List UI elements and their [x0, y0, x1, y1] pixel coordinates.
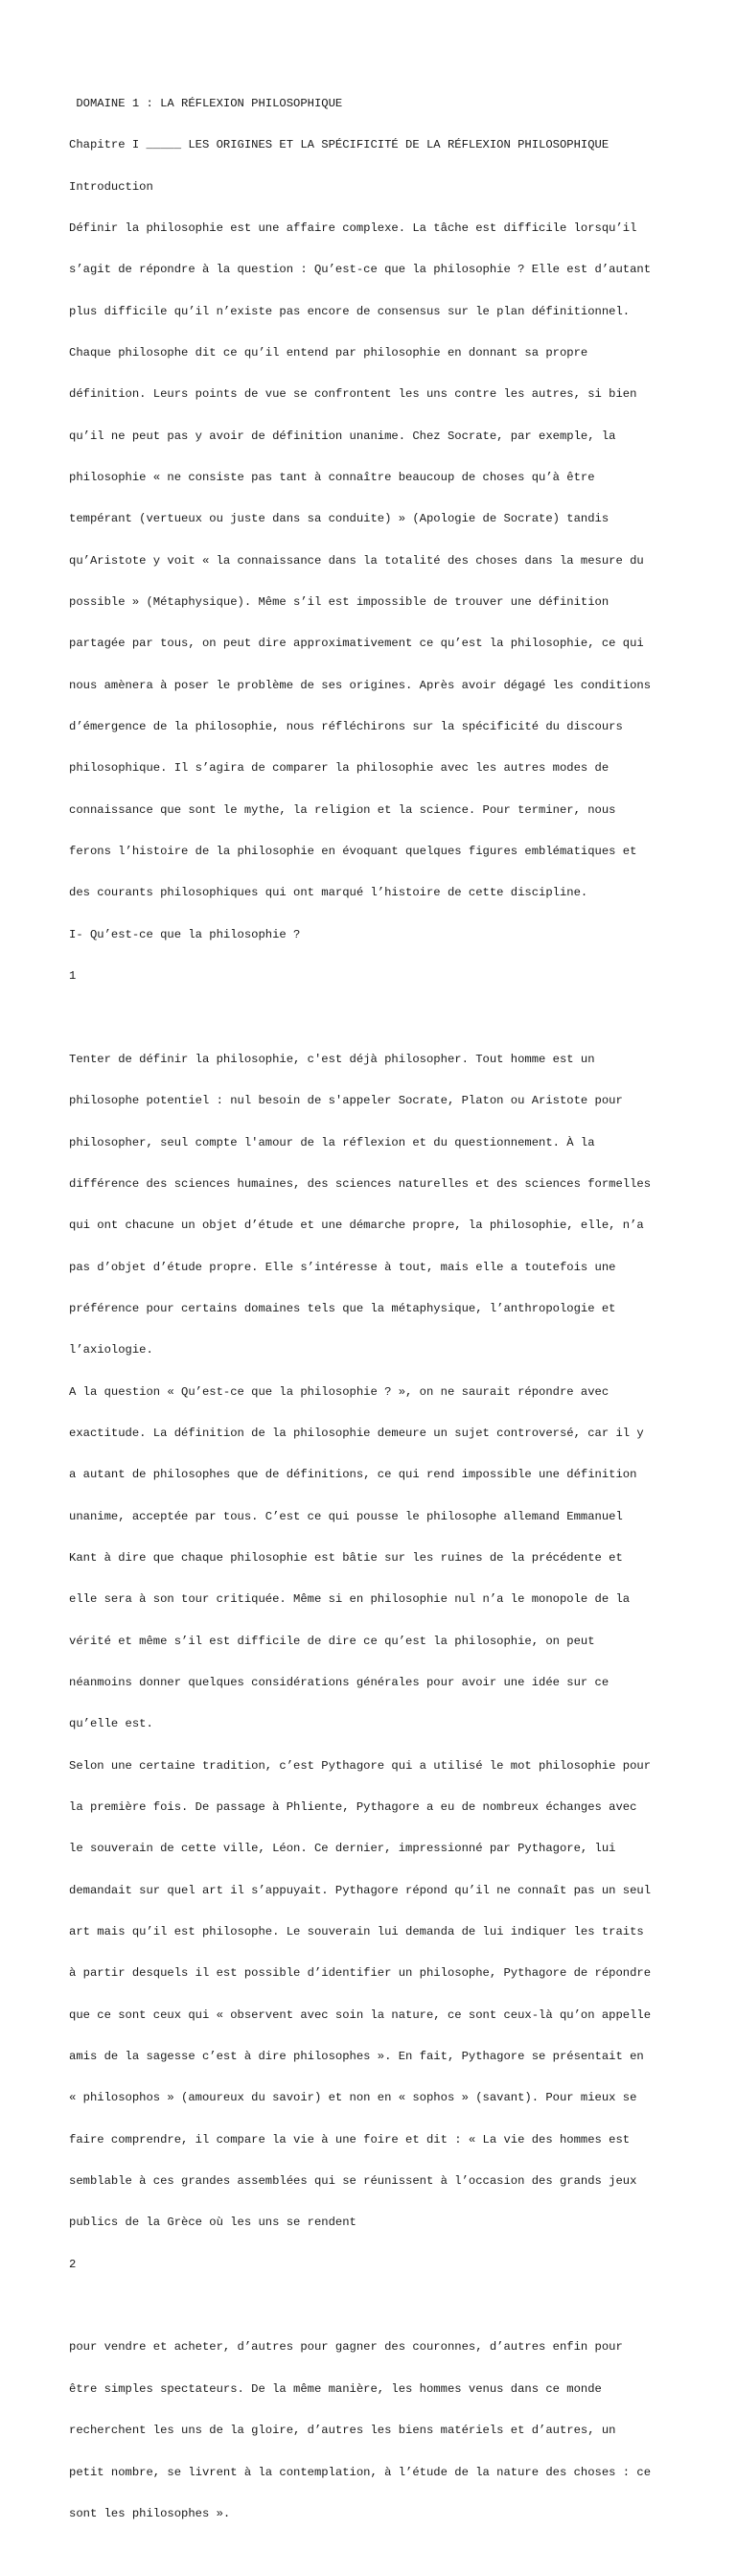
text-line: unanime, acceptée par tous. C’est ce qui pousse le philosophe allemand Emmanuel — [69, 1509, 623, 1523]
text-line: la première fois. De passage à Phliente, Pythagore a eu de nombreux échanges avec — [69, 1800, 637, 1814]
text-line: art mais qu’il est philosophe. Le souverain lui demanda de lui indiquer les traits — [69, 1925, 644, 1939]
blank-line: pour vendre et acheter, d’autres pour gagner des couronnes, d’autres enfin pour — [69, 2340, 623, 2355]
text-line: semblable à ces grandes assemblées qui se réunissent à l’occasion des grands jeux — [69, 2174, 637, 2189]
text-line: qui ont chacune un objet d’étude et une démarche propre, la philosophie, elle, n’a — [69, 1218, 644, 1233]
text-line: néanmoins donner quelques considérations générales pour avoir une idée sur ce — [69, 1675, 610, 1689]
page-number — [69, 2299, 682, 2312]
text-line: « philosophos » (amoureux du savoir) et non en « sophos » (savant). Pour mieux se — [69, 2091, 637, 2105]
blank-line — [69, 1010, 682, 1024]
text-line: qu’elle est. — [69, 1717, 153, 1731]
text-line: A la question « Qu’est-ce que la philosophie ? », on ne saurait répondre avec — [69, 1384, 610, 1399]
text-line: philosophique. Il s’agira de comparer la philosophie avec les autres modes de — [69, 761, 610, 776]
text-line: pas d’objet d’étude propre. Elle s’intéresse à tout, mais elle a toutefois une — [69, 1260, 616, 1274]
text-line: nous amènera à poser le problème de ses origines. Après avoir dégagé les conditions — [69, 678, 652, 692]
text-line: Selon une certaine tradition, c’est Pythagore qui a utilisé le mot philosophie pour — [69, 1758, 652, 1773]
text-line: partagée par tous, on peut dire approximativement ce qu’est la philosophie, ce qui — [69, 637, 644, 651]
text-line: l’axiologie. — [69, 1343, 153, 1358]
text-line: que ce sont ceux qui « observent avec soin la nature, ce sont ceux-là qu’on appelle — [69, 2007, 652, 2022]
text-line: préférence pour certains domaines tels que la métaphysique, l’anthropologie et — [69, 1301, 616, 1315]
text-line: philosophe potentiel : nul besoin de s'appeler Socrate, Platon ou Aristote pour — [69, 1094, 623, 1108]
text-line: des courants philosophiques qui ont marqué l’histoire de cette discipline. — [69, 886, 588, 900]
text-line: le souverain de cette ville, Léon. Ce dernier, impressionné par Pythagore, lui — [69, 1842, 616, 1856]
text-line: ferons l’histoire de la philosophie en évoquant quelques figures emblématiques et — [69, 845, 637, 859]
text-line: qu’il ne peut pas y avoir de définition unanime. Chez Socrate, par exemple, la — [69, 429, 616, 443]
text-line: demandait sur quel art il s’appuyait. Pythagore répond qu’il ne connaît pas un seul — [69, 1883, 652, 1897]
text-line: amis de la sagesse c’est à dire philosophes ». En fait, Pythagore se présentait en — [69, 2050, 644, 2064]
text-line: être simples spectateurs. De la même manière, les hommes venus dans ce monde — [69, 2381, 602, 2396]
text-line: d’émergence de la philosophie, nous réfléchirons sur la spécificité du discours — [69, 720, 623, 734]
text-line: philosophie « ne consiste pas tant à connaître beaucoup de choses qu’à être — [69, 471, 595, 484]
chapter-heading: Chapitre I _____ LES ORIGINES ET LA SPÉCIFICITÉ DE LA RÉFLEXION PHILOSOPHIQUE — [69, 138, 610, 152]
text-line: petit nombre, se livrent à la contemplation, à l’étude de la nature des choses : ce — [69, 2465, 652, 2479]
text-line: différence des sciences humaines, des sciences naturelles et des sciences formelles — [69, 1176, 652, 1191]
text-line: a autant de philosophes que de définitions, ce qui rend impossible une définition — [69, 1468, 637, 1482]
text-line: plus difficile qu’il n’existe pas encore de consensus sur le plan définitionnel. — [69, 304, 631, 318]
text-line: elle sera à son tour critiquée. Même si en philosophie nul n’a le monopole de la — [69, 1592, 631, 1607]
text-line: exactitude. La définition de la philosophie demeure un sujet controversé, car il y — [69, 1426, 644, 1440]
text-line: faire comprendre, il compare la vie à une foire et dit : « La vie des hommes est — [69, 2132, 631, 2147]
text-line: Tenter de définir la philosophie, c'est déjà philosopher. Tout homme est un — [69, 1052, 595, 1066]
text-line: Chaque philosophe dit ce qu’il entend par philosophie en donnant sa propre — [69, 345, 588, 360]
text-line: vérité et même s’il est difficile de dire ce qu’est la philosophie, on peut — [69, 1634, 595, 1648]
text-line: 2 — [69, 2257, 77, 2271]
text-line — [69, 2548, 682, 2562]
section-heading: I- Qu’est-ce que la philosophie ? — [69, 927, 301, 941]
text-line: connaissance que sont le mythe, la religion et la science. Pour terminer, nous — [69, 802, 616, 817]
introduction-heading: Introduction — [69, 179, 153, 194]
text-line: Définir la philosophie est une affaire complexe. La tâche est difficile lorsqu’il — [69, 220, 637, 235]
text-line: possible » (Métaphysique). Même s’il est impossible de trouver une définition — [69, 595, 610, 610]
text-line: sont les philosophes ». — [69, 2506, 231, 2520]
text-line: s’agit de répondre à la question : Qu’est-ce que la philosophie ? Elle est d’autant — [69, 263, 652, 277]
text-line: à partir desquels il est possible d’identifier un philosophe, Pythagore de répondre — [69, 1966, 652, 1981]
text-line: publics de la Grèce où les uns se rendent — [69, 2216, 356, 2230]
text-line: Kant à dire que chaque philosophie est bâtie sur les ruines de la précédente et — [69, 1550, 623, 1565]
document-page — [69, 69, 682, 2576]
text-line: qu’Aristote y voit « la connaissance dans la totalité des choses dans la mesure du — [69, 553, 644, 568]
text-line: définition. Leurs points de vue se confrontent les uns contre les autres, si bien — [69, 387, 637, 402]
domain-heading: DOMAINE 1 : LA RÉFLEXION PHILOSOPHIQUE — [69, 96, 343, 110]
text-line: tempérant (vertueux ou juste dans sa conduite) » (Apologie de Socrate) tandis — [69, 512, 610, 526]
text-line: recherchent les uns de la gloire, d’autres les biens matériels et d’autres, un — [69, 2424, 616, 2438]
text-line: philosopher, seul compte l'amour de la réflexion et du questionnement. À la — [69, 1135, 595, 1149]
page-number: 1 — [69, 969, 77, 984]
